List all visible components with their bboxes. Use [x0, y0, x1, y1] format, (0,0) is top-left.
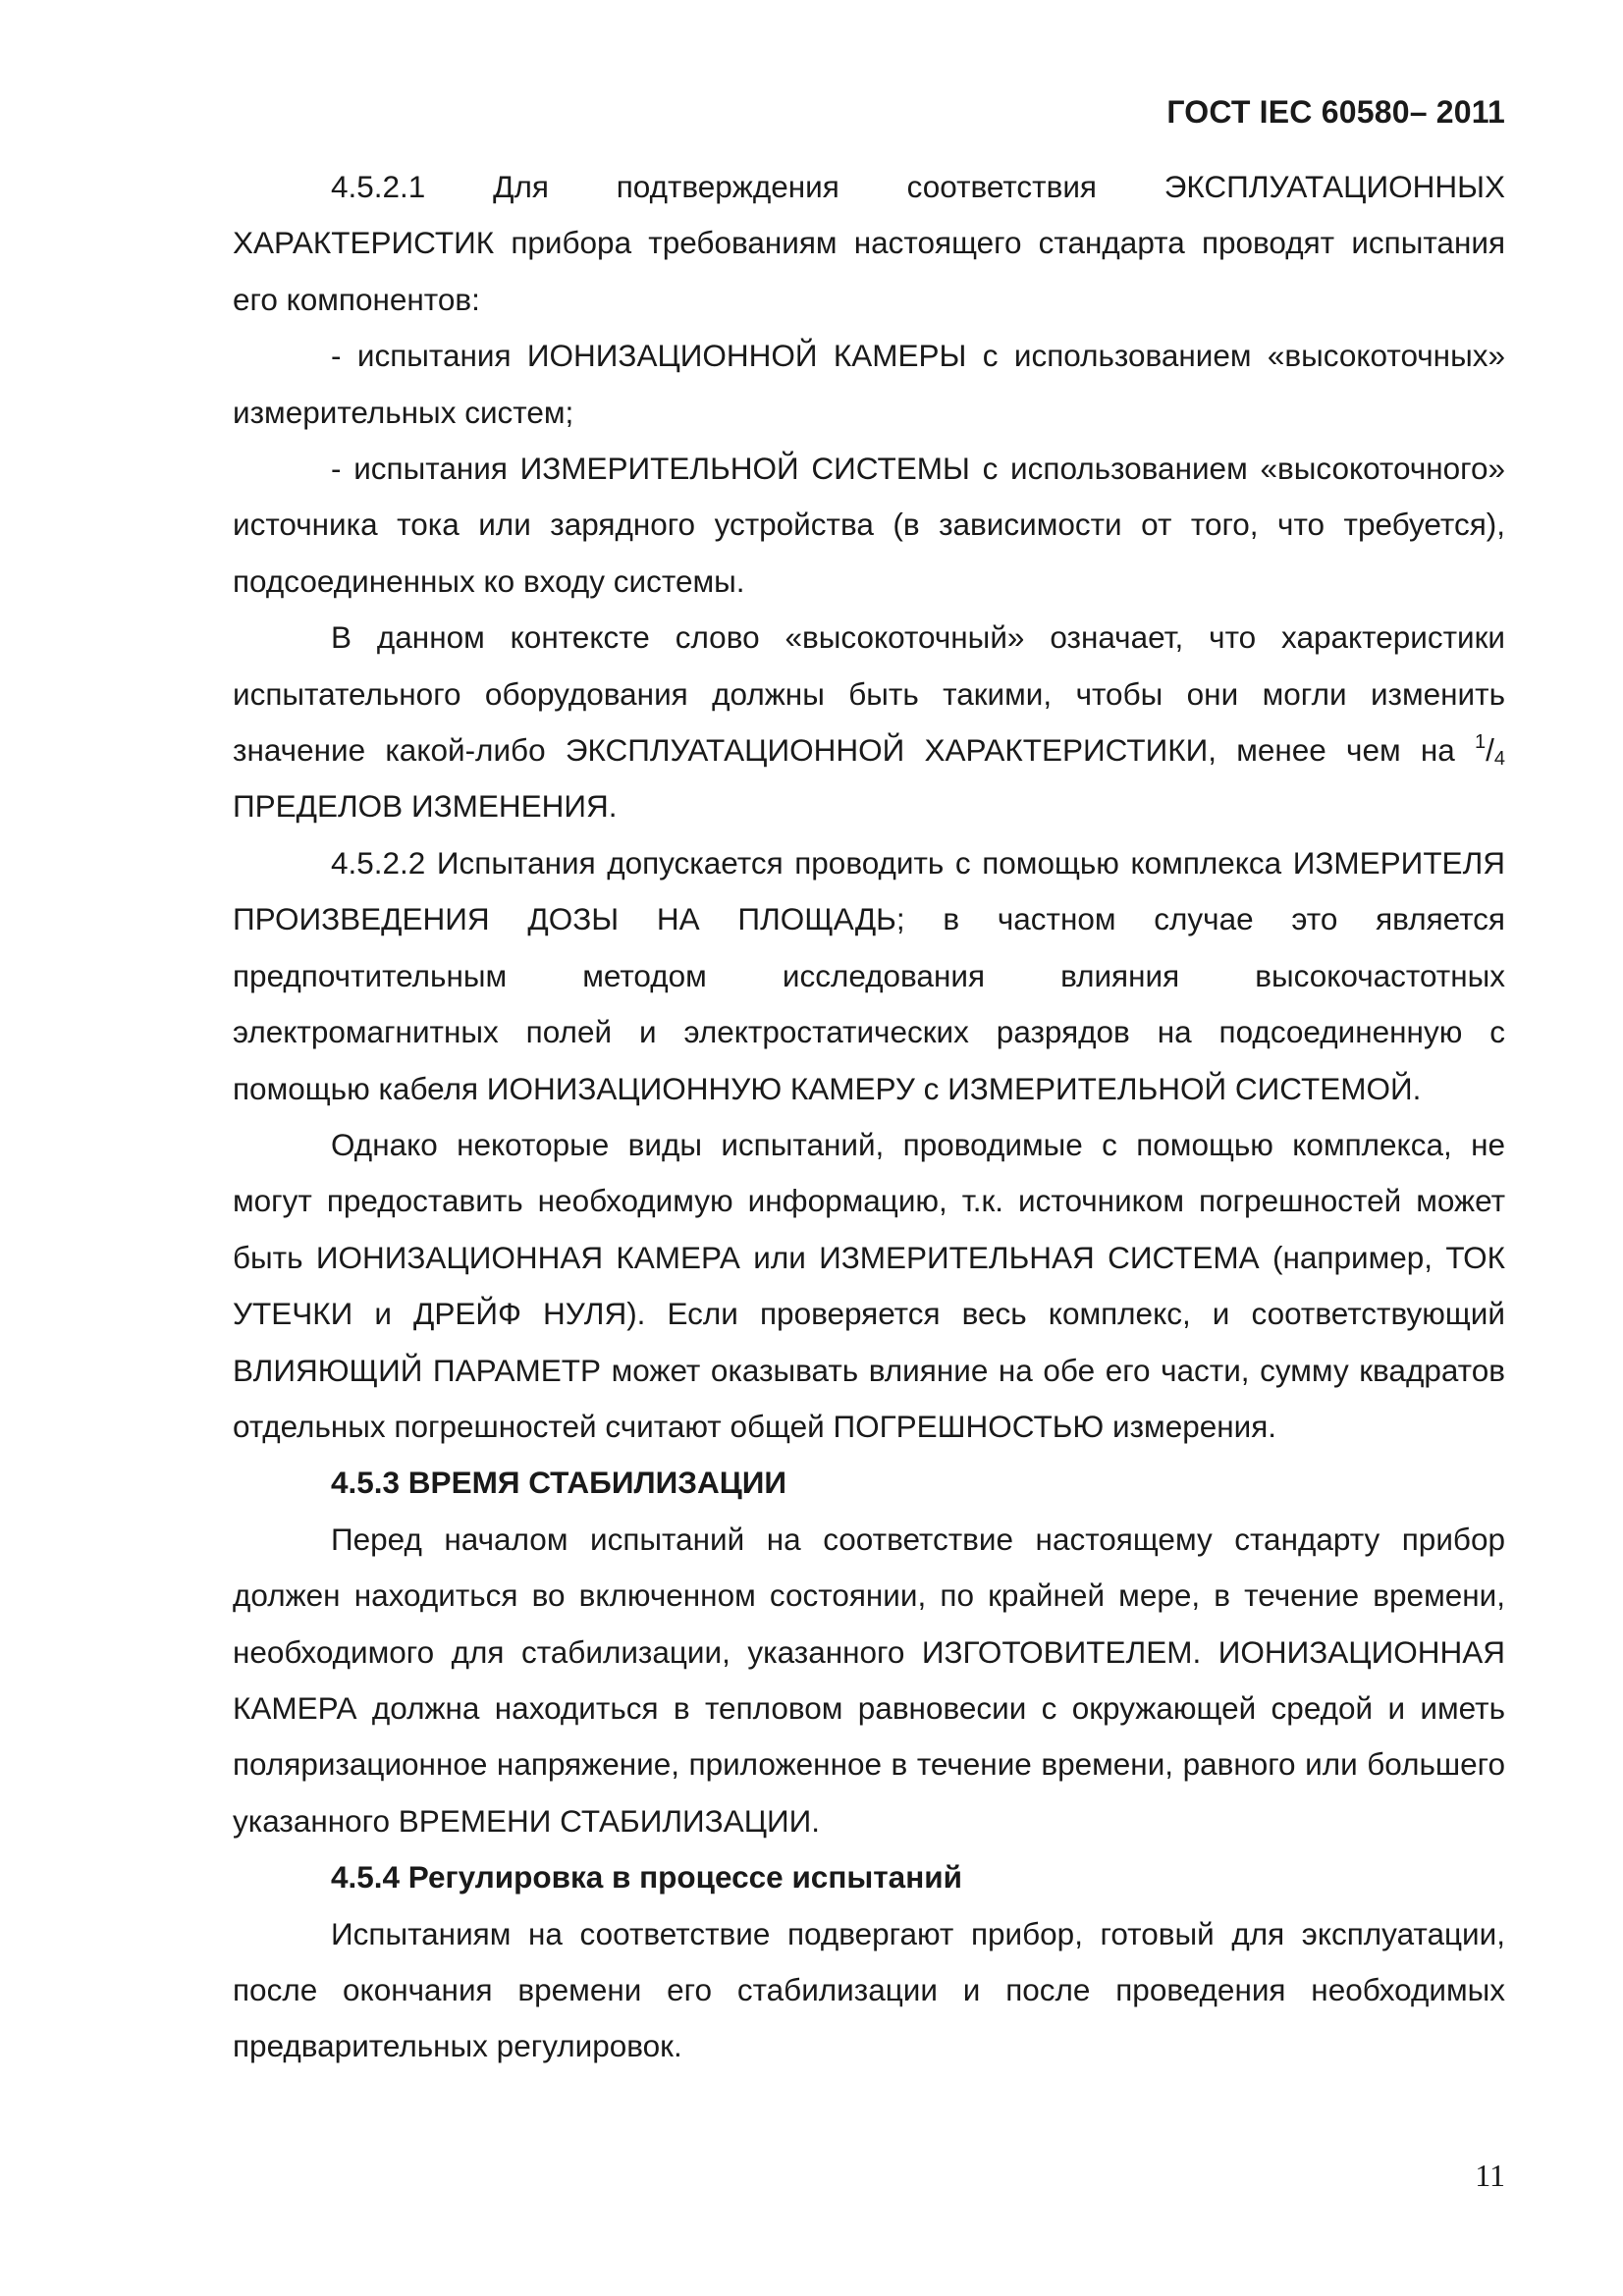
list-item-measuring-system-test: - испытания ИЗМЕРИТЕЛЬНОЙ СИСТЕМЫ с использованием «высокоточного» источника тока или зарядного устройства (в зависимости от того, что требуется), подсоединенных ко входу системы. — [233, 451, 1505, 599]
document-code: ГОСТ IEC 60580– 2011 — [1166, 94, 1505, 130]
paragraph-complex-tests-limitation: Однако некоторые виды испытаний, проводимые с помощью комплекса, не могут предоставить необходимую информацию, т.к. источником погрешностей может быть ИОНИЗАЦИОННАЯ КАМЕРА или ИЗМЕРИТЕЛЬНАЯ СИСТЕМА (например, ТОК УТЕЧКИ и ДРЕЙФ НУЛЯ). Если проверяется весь комплекс, и соответствующий ВЛИЯЮЩИЙ ПАРАМЕТР может оказывать влияние на обе его части, сумму квадратов отдельных погрешностей считают общей ПОГРЕШНОСТЬЮ измерения. — [233, 1126, 1505, 1444]
document-body — [233, 159, 1505, 2075]
paragraph-4-5-2-1: 4.5.2.1 Для подтверждения соответствия ЭКСПЛУАТАЦИОННЫХ ХАРАКТЕРИСТИК прибора требованиям настоящего стандарта проводят испытания его компонентов: — [233, 169, 1505, 317]
paragraph-adjustment-during-tests: Испытаниям на соответствие подвергают прибор, готовый для эксплуатации, после окончания времени его стабилизации и после проведения необходимых предварительных регулировок. — [233, 1915, 1505, 2064]
fraction-separator: / — [1486, 732, 1494, 769]
paragraph-stabilization-time: Перед началом испытаний на соответствие настоящему стандарту прибор должен находиться во включенном состоянии, по крайней мере, в течение времени, необходимого для стабилизации, указанного ИЗГОТОВИТЕЛЕМ. ИОНИЗАЦИОННАЯ КАМЕРА должна находиться в тепловом равновесии с окружающей средой и иметь поляризационное напряжение, приложенное в течение времени, равного или большего указанного ВРЕМЕНИ СТАБИЛИЗАЦИИ. — [233, 1521, 1505, 1839]
paragraph-high-precision-definition — [233, 610, 1505, 835]
paragraph-text: В данном контексте слово «высокоточный» означает, что характеристики испытательного оборудования должны быть такими, чтобы они могли изменить значение какой-либо ЭКСПЛУАТАЦИОННОЙ ХАРАКТЕРИСТИКИ, менее чем на — [233, 619, 1505, 769]
section-heading-4-5-3: 4.5.3 ВРЕМЯ СТАБИЛИЗАЦИИ — [331, 1465, 786, 1501]
paragraph-4-5-2-2: 4.5.2.2 Испытания допускается проводить с помощью комплекса ИЗМЕРИТЕЛЯ ПРОИЗВЕДЕНИЯ ДОЗЫ НА ПЛОЩАДЬ; в частном случае это является предпочтительным методом исследования влияния высокочастотных электромагнитных полей и электростатических разрядов на подсоединенную с помощью кабеля ИОНИЗАЦИОННУЮ КАМЕРУ с ИЗМЕРИТЕЛЬНОЙ СИСТЕМОЙ. — [233, 844, 1505, 1106]
list-item-ionization-chamber-test: - испытания ИОНИЗАЦИОННОЙ КАМЕРЫ с использованием «высокоточных» измерительных систем; — [233, 338, 1505, 430]
page-number: 11 — [1475, 2158, 1505, 2193]
section-heading-4-5-4: 4.5.4 Регулировка в процессе испытаний — [331, 1859, 962, 1896]
paragraph-text: ПРЕДЕЛОВ ИЗМЕНЕНИЯ. — [233, 788, 618, 825]
fraction-numerator: 1 — [1474, 731, 1487, 754]
fraction-denominator: 4 — [1493, 748, 1505, 771]
